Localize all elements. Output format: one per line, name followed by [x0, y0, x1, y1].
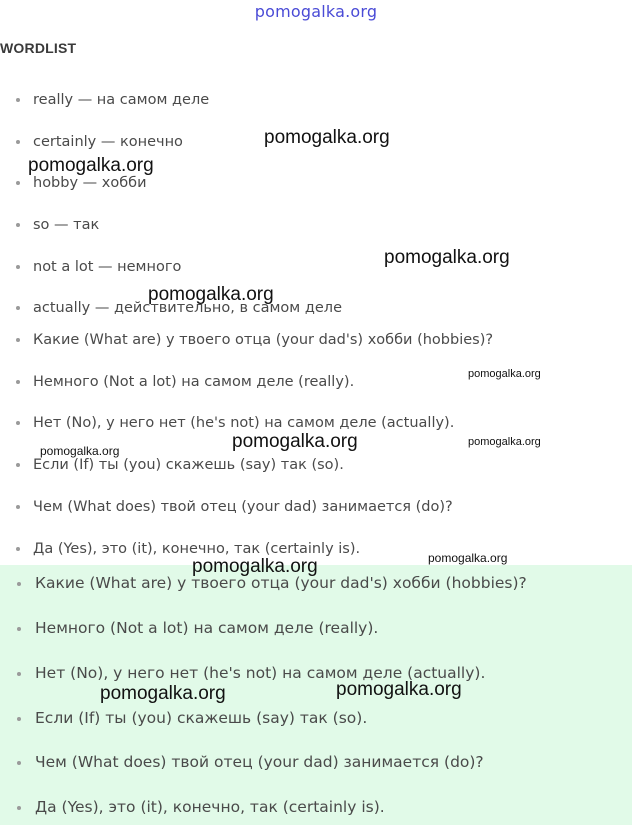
bullet-icon: [16, 421, 20, 425]
watermark: pomogalka.org: [192, 556, 318, 577]
bullet-icon: [16, 338, 20, 342]
answer-text: Чем (What does) твой отец (your dad) занимается (do)?: [35, 753, 484, 771]
bullet-icon: [16, 140, 20, 144]
list-item-text: really — на самом деле: [33, 92, 210, 108]
watermark: pomogalka.org: [264, 127, 390, 148]
list-item-text: hobby — хобби: [33, 175, 147, 191]
bullet-icon: [17, 717, 21, 721]
answers-panel: [0, 565, 632, 825]
bullet-icon: [16, 265, 20, 269]
bullet-icon: [16, 547, 20, 551]
watermark: pomogalka.org: [100, 683, 226, 704]
bullet-icon: [16, 98, 20, 102]
list-item-text: Немного (Not a lot) на самом деле (really).: [33, 374, 355, 390]
watermark: pomogalka.org: [468, 436, 541, 448]
answer-text: Какие (What are) у твоего отца (your dad's) хобби (hobbies)?: [35, 574, 527, 592]
answer-text: Немного (Not a lot) на самом деле (really).: [35, 619, 379, 637]
watermark: pomogalka.org: [336, 679, 462, 700]
list-item-text: so — так: [33, 217, 100, 233]
answer-text: Нет (No), у него нет (he's not) на самом деле (actually).: [35, 664, 486, 682]
watermark: pomogalka.org: [468, 368, 541, 380]
list-item-text: not a lot — немного: [33, 259, 182, 275]
answer-text: Если (If) ты (you) скажешь (say) так (so).: [35, 709, 368, 727]
site-url-header[interactable]: pomogalka.org: [254, 2, 378, 21]
list-item-text: Какие (What are) у твоего отца (your dad's) хобби (hobbies)?: [33, 332, 494, 348]
bullet-icon: [16, 223, 20, 227]
section-title: WORDLIST: [0, 40, 77, 56]
watermark: pomogalka.org: [232, 431, 358, 452]
bullet-icon: [16, 380, 20, 384]
watermark: pomogalka.org: [384, 247, 510, 268]
bullet-icon: [17, 672, 21, 676]
list-item-text: Чем (What does) твой отец (your dad) занимается (do)?: [33, 499, 453, 515]
watermark: pomogalka.org: [28, 155, 154, 176]
bullet-icon: [17, 761, 21, 765]
answer-text: Да (Yes), это (it), конечно, так (certainly is).: [35, 798, 385, 816]
list-item-text: Нет (No), у него нет (he's not) на самом деле (actually).: [33, 415, 455, 431]
bullet-icon: [17, 627, 21, 631]
watermark: pomogalka.org: [428, 551, 508, 565]
bullet-icon: [16, 306, 20, 310]
list-item-text: Если (If) ты (you) скажешь (say) так (so).: [33, 457, 344, 473]
bullet-icon: [16, 505, 20, 509]
watermark: pomogalka.org: [40, 444, 120, 458]
bullet-icon: [16, 463, 20, 467]
list-item-text: Да (Yes), это (it), конечно, так (certainly is).: [33, 541, 361, 557]
list-item-text: actually — действительно, в самом деле: [33, 300, 342, 316]
bullet-icon: [16, 181, 20, 185]
list-item-text: certainly — конечно: [33, 134, 183, 150]
bullet-icon: [17, 806, 21, 810]
bullet-icon: [17, 582, 21, 586]
watermark: pomogalka.org: [148, 284, 274, 305]
